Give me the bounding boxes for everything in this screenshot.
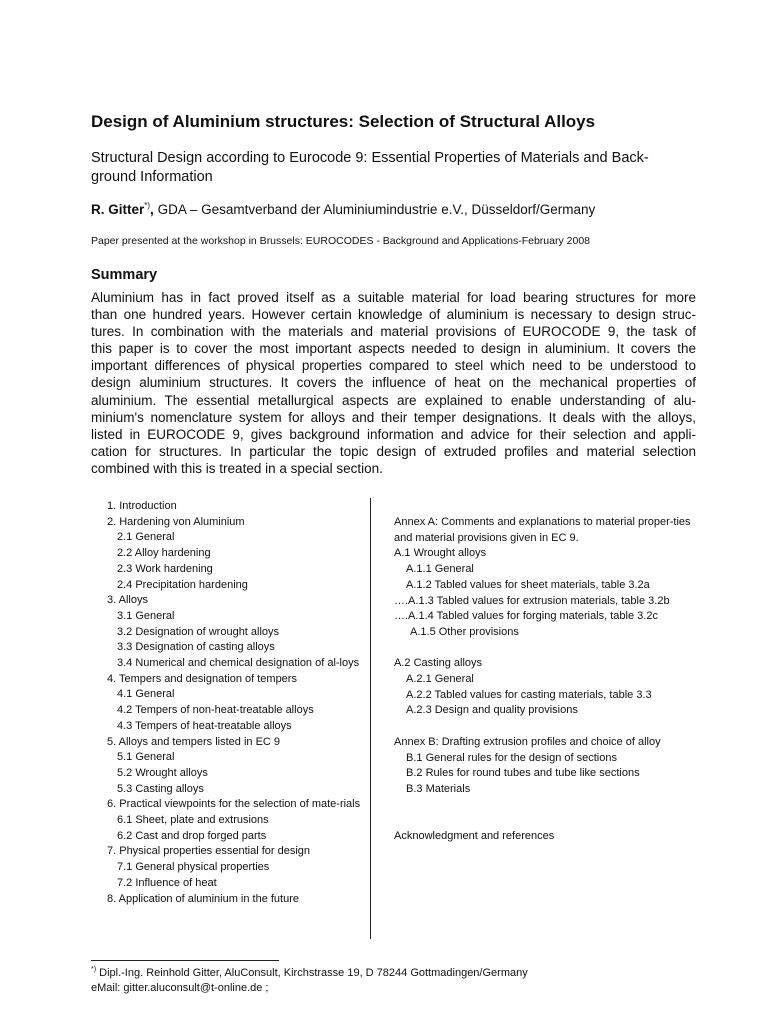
toc-item: 4.2 Tempers of non-heat-treatable alloys: [117, 704, 314, 717]
toc-item: 3.3 Designation of casting alloys: [117, 641, 275, 654]
toc-item: 6.2 Cast and drop forged parts: [117, 829, 267, 842]
summary-line: minium's nomenclature system for alloys and their temper designations. It deals with the alloys,: [91, 409, 696, 425]
toc-item: 6. Practical viewpoints for the selection of mate-rials: [107, 798, 361, 811]
toc-item: 5.1 General: [117, 751, 175, 764]
toc-item: A.2.1 General: [406, 673, 474, 686]
footnote-line-1: [91, 966, 711, 981]
toc-spacer: [394, 641, 704, 657]
footnote-rule: [91, 960, 279, 961]
summary-line: tures. In combination with the materials and material provisions of EUROCODE 9, the task of: [91, 324, 696, 340]
toc-item: 7.2 Influence of heat: [117, 876, 217, 889]
toc-item: B.2 Rules for round tubes and tube like sections: [406, 767, 640, 780]
toc-item: A.2.3 Design and quality provisions: [406, 704, 578, 717]
toc-item: 3.2 Designation of wrought alloys: [117, 625, 280, 638]
toc-item: A.1.5 Other provisions: [410, 625, 519, 638]
toc-item: 7. Physical properties essential for design: [107, 845, 310, 858]
presentation-note: Paper presented at the workshop in Brussels: EUROCODES - Background and Applications-February 2008: [91, 235, 591, 247]
toc-item: 2. Hardening von Aluminium: [107, 515, 245, 528]
toc-item: 2.2 Alloy hardening: [117, 547, 211, 560]
summary-line: listed in EUROCODE 9, gives background information and advice for their selection and appli-: [91, 426, 696, 442]
toc-item: A.1 Wrought alloys: [394, 547, 487, 560]
summary-line: combined with this is treated in a special section.: [91, 460, 383, 476]
summary-line: aluminium. The essential metallurgical aspects are explained to enable understanding of alu-: [91, 392, 696, 408]
summary-line: important differences of physical properties compared to steel which need to be understood to: [91, 358, 696, 374]
toc-item: B.3 Materials: [406, 782, 471, 795]
toc-item: 3.1 General: [117, 609, 175, 622]
summary-line: Aluminium has in fact proved itself as a suitable material for load bearing structures for more: [91, 290, 696, 305]
toc-item: ….A.1.3 Tabled values for extrusion materials, table 3.2b: [394, 594, 670, 607]
footnote: [91, 966, 711, 996]
footnote-email: eMail: gitter.aluconsult@t-online.de ;: [91, 982, 269, 994]
toc-spacer: [394, 798, 704, 829]
author-separator: ,: [150, 202, 154, 217]
paper-subtitle: Structural Design according to Eurocode 9: Essential Properties of Materials and Back-ground Information: [91, 150, 649, 185]
toc-item: 7.1 General physical properties: [117, 861, 270, 874]
toc-item: A.2.2 Tabled values for casting materials, table 3.3: [406, 688, 652, 701]
toc-item: Acknowledgment and references: [394, 830, 555, 843]
toc-item: B.1 General rules for the design of sections: [406, 751, 617, 764]
toc-item: 2.4 Precipitation hardening: [117, 578, 248, 591]
toc-item: A.1.1 General: [406, 563, 474, 576]
summary-heading: Summary: [91, 267, 158, 283]
toc-item: 4.3 Tempers of heat-treatable alloys: [117, 719, 292, 732]
footnote-marker: *): [91, 966, 97, 973]
author-footnote-marker: *): [144, 201, 151, 210]
toc-item: 3.4 Numerical and chemical designation of al-loys: [117, 657, 360, 670]
column-divider: [370, 498, 371, 939]
summary-body: [91, 289, 696, 477]
toc-item: A.1.2 Tabled values for sheet materials, table 3.2a: [406, 578, 650, 591]
toc-item: 5. Alloys and tempers listed in EC 9: [107, 735, 281, 748]
author-line: [91, 201, 691, 219]
author-name: R. Gitter: [91, 202, 145, 217]
summary-line: design aluminium structures. It covers the influence of heat on the mechanical properties of: [91, 375, 696, 391]
toc-item: A.2 Casting alloys: [394, 657, 483, 670]
toc-item: Annex A: Comments and explanations to material proper-ties and material provisions given in EC 9.: [394, 516, 691, 544]
toc-item: 2.1 General: [117, 531, 175, 544]
author-affiliation: GDA – Gesamtverband der Aluminiumindustrie e.V., Düsseldorf/Germany: [153, 202, 596, 217]
toc-item: Annex B: Drafting extrusion profiles and choice of alloy: [394, 735, 661, 748]
footnote-address: Dipl.-Ing. Reinhold Gitter, AluConsult, Kirchstrasse 19, D 78244 Gottmadingen/Germany: [96, 967, 528, 979]
toc-item: 5.2 Wrought alloys: [117, 766, 208, 779]
toc-spacer: [394, 719, 704, 735]
toc-item: 8. Application of aluminium in the future: [107, 892, 300, 905]
paper-title: Design of Aluminium structures: Selection of Structural Alloys: [91, 112, 596, 131]
summary-line: than one hundred years. However certain knowledge of aluminium is necessary to design struc-: [91, 307, 696, 323]
toc-item: 5.3 Casting alloys: [117, 782, 204, 795]
toc-item: 4. Tempers and designation of tempers: [107, 672, 297, 685]
summary-line: this paper is to cover the most important aspects needed to design in aluminium. It covers the: [91, 341, 696, 357]
toc-item: 6.1 Sheet, plate and extrusions: [117, 814, 269, 827]
table-of-contents-left: [107, 499, 362, 907]
toc-item: ….A.1.4 Tabled values for forging materials, table 3.2c: [394, 610, 658, 623]
toc-item: 2.3 Work hardening: [117, 562, 213, 575]
toc-item: 4.1 General: [117, 688, 175, 701]
toc-item: 3. Alloys: [107, 594, 148, 607]
toc-item: 1. Introduction: [107, 500, 177, 512]
table-of-contents-right: [394, 515, 704, 845]
summary-line: cation for structures. In particular the topic design of extruded profiles and material selection: [91, 443, 696, 459]
